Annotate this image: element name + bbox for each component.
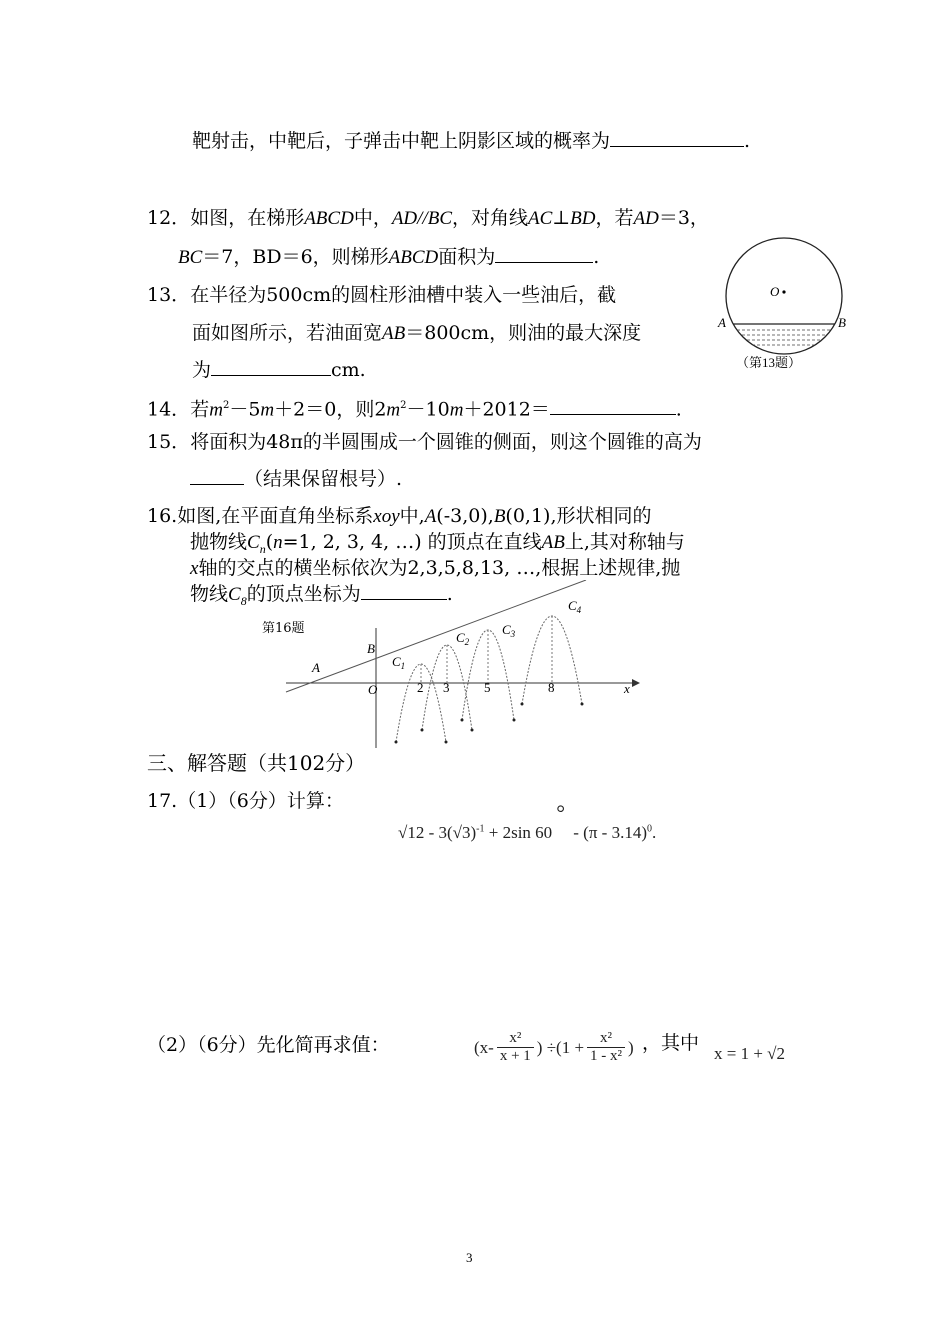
perp-symbol: ⊥	[552, 207, 571, 229]
label-c2: $C_2$	[456, 630, 470, 647]
q16-text: (0,1),形状相同的	[505, 505, 652, 527]
var-n: n	[273, 532, 283, 553]
var-m: m	[260, 399, 275, 421]
question-number: 12．	[147, 207, 191, 229]
var-ac: AC	[528, 208, 553, 229]
parallel-symbol: //	[417, 208, 428, 229]
expr-part: √12 - 3(√3)	[398, 823, 477, 842]
q11-text: 靶射击，中靶后，子弹击中靶上阴影区域的概率为	[192, 130, 611, 152]
var-ab: AB	[541, 532, 565, 553]
var-bd: BD	[570, 208, 596, 229]
var-c: C	[247, 532, 260, 553]
tank-circle	[726, 238, 842, 354]
answer-blank[interactable]	[550, 396, 676, 415]
q14-text: －5	[229, 398, 261, 421]
expr-part: - (π - 3.14)	[569, 823, 647, 842]
var-abcd: ABCD	[304, 208, 354, 229]
q12-line2	[178, 244, 599, 271]
label-a: A	[718, 315, 726, 330]
tick-label: 2	[417, 680, 424, 695]
q14-line	[147, 393, 682, 423]
q16-text: 轴的交点的横坐标依次为2,3,5,8,13, …,根据上述规律,抛	[198, 557, 681, 579]
page-number	[466, 1250, 473, 1266]
fraction-1	[497, 1030, 534, 1065]
fig16-caption: 第16题	[262, 621, 305, 636]
exponent: 2	[222, 400, 230, 411]
line-ab	[286, 580, 586, 692]
fig13-caption: （第13题）	[736, 355, 802, 370]
q17-expression-1	[398, 800, 656, 843]
q17-where	[642, 1030, 699, 1056]
answer-blank[interactable]	[495, 244, 593, 263]
q15-line2	[190, 466, 402, 492]
q17-part2-label	[147, 1032, 390, 1058]
q12-text: ＝3，	[658, 207, 709, 229]
exponent: 0	[646, 823, 652, 835]
period: .	[593, 246, 600, 268]
expr-part: + 2sin 60	[484, 823, 553, 842]
q12-text: 面积为	[438, 246, 496, 268]
question-number: 16.	[147, 505, 178, 527]
degree-symbol: °	[556, 800, 565, 825]
page-number-text: 3	[466, 1250, 473, 1265]
q16-text: 抛物线	[190, 531, 248, 553]
denominator: 1 - x²	[587, 1047, 625, 1065]
label-o: O	[770, 284, 780, 299]
expr-part: ) ÷(1 +	[536, 1037, 585, 1057]
var-m: m	[209, 399, 223, 421]
q17-text: ，其中	[642, 1032, 700, 1054]
var-ad: AD	[391, 208, 418, 229]
var-ab: AB	[382, 323, 406, 344]
q14-text: 若	[190, 398, 210, 421]
q12-text: 中，	[353, 207, 392, 229]
label-c3: $C_3$	[502, 622, 516, 639]
label-b: B	[367, 641, 375, 656]
q16-line1	[147, 503, 652, 530]
q16-text: 如图,在平面直角坐标系	[177, 505, 374, 527]
numerator: x²	[600, 1030, 613, 1046]
label-c4: $C_4$	[568, 598, 582, 615]
q16-text: =1, 2, 3, 4, …) 的顶点在直线	[282, 531, 542, 553]
q14-text: ＋2012＝	[463, 398, 550, 421]
q17-condition	[714, 1044, 785, 1064]
question-number: 14．	[147, 398, 191, 421]
var-a: A	[424, 506, 437, 527]
q13-line1	[147, 282, 616, 308]
q13-text: cm.	[331, 359, 366, 381]
answer-blank[interactable]	[190, 466, 244, 485]
q16-line3	[190, 555, 680, 582]
q11-tail	[192, 128, 750, 154]
answer-blank[interactable]	[610, 128, 744, 147]
q16-text: 的顶点坐标为	[246, 583, 361, 605]
var-c: C	[228, 584, 241, 605]
q12-line1	[147, 205, 709, 232]
answer-blank[interactable]	[211, 357, 331, 376]
tick-label: 8	[548, 680, 555, 695]
question-number: 13．	[147, 284, 191, 306]
section-heading	[147, 750, 365, 776]
label-x: x	[624, 681, 630, 696]
var-bc: BC	[178, 247, 203, 268]
q12-text: 如图，在梯形	[190, 207, 305, 229]
var-ad: AD	[633, 208, 659, 229]
q17-text: （2）（6分）先化简再求值：	[147, 1034, 390, 1056]
tick-label: 5	[484, 680, 491, 695]
q12-text: ＝7，BD＝6，则梯形	[202, 246, 389, 268]
q14-text: －10	[406, 398, 450, 421]
label-b: B	[838, 315, 846, 330]
expr-part: x = 1 + √2	[714, 1044, 786, 1063]
exponent: 2	[400, 400, 407, 411]
numerator: x²	[509, 1030, 522, 1046]
label-a: A	[312, 660, 320, 675]
fig16-parabola-diagram	[250, 580, 650, 750]
q13-text: 面如图所示，若油面宽	[192, 322, 383, 344]
q13-text: 在半径为500cm的圆柱形油槽中装入一些油后，截	[190, 284, 617, 306]
var-m: m	[449, 399, 464, 421]
q12-text: ，若	[595, 207, 634, 229]
q12-text: ，对角线	[452, 207, 529, 229]
tick-label: 3	[443, 680, 450, 695]
var-m: m	[386, 399, 401, 421]
q16-text: (-3,0),	[436, 505, 494, 527]
q17-part1-label	[147, 788, 344, 814]
q15-text: 将面积为48π的半圆围成一个圆锥的侧面，则这个圆锥的高为	[190, 431, 702, 453]
q17-expression-2	[474, 1030, 634, 1065]
period: .	[675, 398, 682, 421]
denominator: x + 1	[497, 1047, 534, 1065]
q13-line3	[192, 357, 366, 383]
period: .	[446, 583, 453, 605]
var-b: B	[493, 506, 506, 527]
q15-line1	[147, 429, 702, 455]
q14-text: ＋2＝0，则2	[274, 398, 387, 421]
q13-text: ＝800cm，则油的最大深度	[405, 322, 642, 344]
q16-text: 物线	[190, 583, 229, 605]
var-x: x	[190, 558, 199, 579]
q13-line2	[192, 320, 641, 347]
label-origin: O	[368, 682, 378, 697]
subscript: 8	[240, 593, 247, 608]
q15-text: （结果保留根号）.	[244, 468, 403, 490]
q16-text: 上,其对称轴与	[564, 531, 685, 553]
exponent: -1	[476, 823, 485, 835]
question-number: 15．	[147, 431, 191, 453]
var-bc: BC	[427, 208, 452, 229]
fig13-circle-diagram	[712, 236, 862, 376]
expr-part: (x-	[474, 1037, 494, 1057]
fraction-2	[587, 1030, 625, 1065]
q16-text: (	[265, 531, 274, 553]
x-axis-arrow	[632, 679, 640, 687]
q16-text: 中,	[399, 505, 425, 527]
center-point	[782, 290, 785, 293]
q17-text: 17.（1）（6分）计算：	[147, 790, 344, 812]
period: .	[744, 130, 751, 152]
expr-part: )	[628, 1037, 634, 1057]
period: .	[651, 823, 657, 842]
var-xoy: xoy	[373, 506, 400, 527]
subscript: n	[259, 541, 266, 556]
var-abcd: ABCD	[388, 247, 439, 268]
label-c1: $C_1$	[392, 654, 406, 671]
q13-text: 为	[192, 359, 212, 381]
section-title: 三、解答题（共102分）	[147, 751, 366, 775]
